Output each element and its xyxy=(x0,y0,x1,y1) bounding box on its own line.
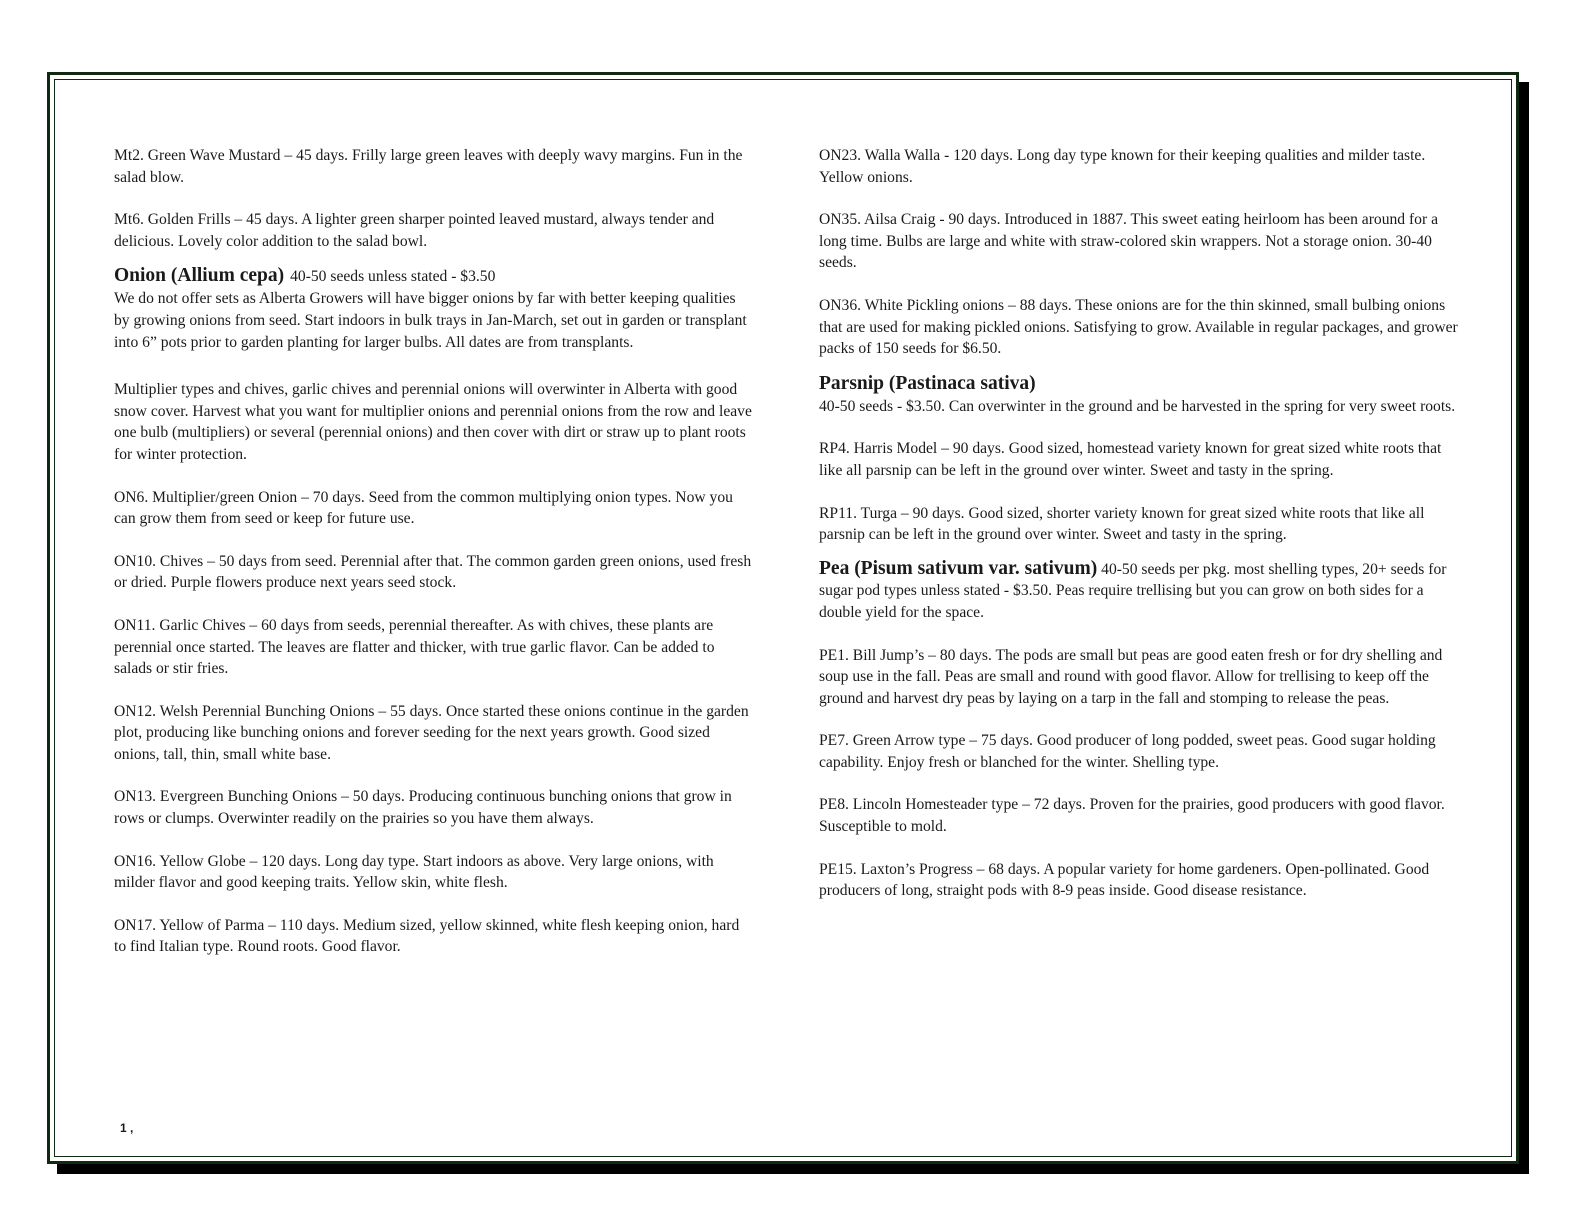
entry-mt6: Mt6. Golden Frills – 45 days. A lighter green sharper pointed leaved mustard, always tender and delicious. Lovely color addition to the salad bowl. xyxy=(114,211,715,250)
page-frame xyxy=(47,72,1519,1164)
pea-heading: Pea (Pisum sativum var. sativum) xyxy=(819,557,1098,579)
entry-on17: ON17. Yellow of Parma – 110 days. Medium sized, yellow skinned, white flesh keeping onion, hard to find Italian type. Round roots. Good flavor. xyxy=(114,916,740,956)
parsnip-heading: Parsnip (Pastinaca sativa) xyxy=(819,372,1036,394)
entry-on13: ON13. Evergreen Bunching Onions – 50 days. Producing continuous bunching onions that grow in rows or clumps. Overwinter readily on the prairies so you have them always. xyxy=(114,788,732,828)
entry-on23: ON23. Walla Walla - 120 days. Long day type known for their keeping qualities and milder taste. Yellow onions. xyxy=(819,147,1426,186)
onion-overwinter-note: Multiplier types and chives, garlic chives and perennial onions will overwinter in Alberta with good snow cover. Harvest what you want for multiplier onions and perennial onions from the row and leave one bulb (multipliers) or several (perennial onions) and then cover with dirt or straw up to plant roots for winter protection. xyxy=(114,381,752,463)
entry-on36: ON36. White Pickling onions – 88 days. These onions are for the thin skinned, small bulbing onions that are used for making pickled onions. Satisfying to grow. Available in regular packages, and grower packs of 150 seeds for $6.50. xyxy=(819,296,1458,358)
parsnip-intro: 40-50 seeds - $3.50. Can overwinter in the ground and be harvested in the spring for very sweet roots. xyxy=(819,397,1456,415)
pea-intro: 40-50 seeds per pkg. most shelling types, 20+ seeds for sugar pod types unless stated - $3.50. Peas require trellising but you can grow on both sides for a double yield for the space. xyxy=(819,560,1447,621)
entry-on11: ON11. Garlic Chives – 60 days from seeds, perennial thereafter. As with chives, these plants are perennial once started. The leaves are flatter and thicker, with true garlic flavor. Can be added to salads or stir fries. xyxy=(114,616,715,678)
entry-rp11: RP11. Turga – 90 days. Good sized, shorter variety known for great sized white roots that like all parsnip can be left in the ground over winter. Sweet and tasty in the spring. xyxy=(819,504,1425,544)
pea-section xyxy=(819,558,1464,624)
entry-on12: ON12. Welsh Perennial Bunching Onions – 55 days. Once started these onions continue in the garden plot, producing like bunching onions and forever seeding for the next years growth. Good sized onions, tall, thin, small white base. xyxy=(114,702,749,763)
entry-on16: ON16. Yellow Globe – 120 days. Long day type. Start indoors as above. Very large onions, with milder flavor and good keeping traits. Yellow skin, white flesh. xyxy=(114,852,714,892)
entry-pe7: PE7. Green Arrow type – 75 days. Good producer of long podded, sweet peas. Good sugar holding capability. Enjoy fresh or blanched for the winter. Shelling type. xyxy=(819,732,1436,771)
entry-pe15: PE15. Laxton’s Progress – 68 days. A popular variety for home gardeners. Open-pollinated. Good producers of long, straight pods with 8-9 peas inside. Good disease resistance. xyxy=(819,860,1430,900)
right-column xyxy=(819,145,1464,923)
entry-mt2: Mt2. Green Wave Mustard – 45 days. Frilly large green leaves with deeply wavy margins. Fun in the salad blow. xyxy=(114,147,743,186)
onion-intro: We do not offer sets as Alberta Growers will have bigger onions by far with better keeping qualities by growing onions from seed. Start indoors in bulk trays in Jan-March, set out in garden or transplant into 6” pots prior to garden planting for larger bulbs. All dates are from transplants. xyxy=(114,290,747,351)
onion-heading-line xyxy=(114,264,754,288)
entry-on10: ON10. Chives – 50 days from seed. Perennial after that. The common garden green onions, used fresh or dried. Purple flowers produce next years seed stock. xyxy=(114,552,752,592)
entry-on6: ON6. Multiplier/green Onion – 70 days. Seed from the common multiplying onion types. Now you can grow them from seed or keep for future use. xyxy=(114,488,733,528)
onion-heading: Onion (Allium cepa) xyxy=(114,265,285,287)
left-column xyxy=(114,145,754,979)
entry-rp4: RP4. Harris Model – 90 days. Good sized, homestead variety known for great sized white roots that like all parsnip can be left in the ground over winter. Sweet and tasty in the spring. xyxy=(819,440,1442,479)
onion-price-note: 40-50 seeds unless stated - $3.50 xyxy=(290,268,496,286)
entry-pe1: PE1. Bill Jump’s – 80 days. The pods are small but peas are good eaten fresh or for dry shelling and soup use in the fall. Peas are small and round with good flavor. Allow for trellising to keep off the ground and harvest dry peas by laying on a tarp in the fall and stomping to release the peas. xyxy=(819,646,1443,707)
entry-on35: ON35. Ailsa Craig - 90 days. Introduced in 1887. This sweet eating heirloom has been around for a long time. Bulbs are large and white with straw-colored skin wrappers. Not a storage onion. 30-40 seeds. xyxy=(819,211,1438,272)
entry-pe8: PE8. Lincoln Homesteader type – 72 days. Proven for the prairies, good producers with good flavor. Susceptible to mold. xyxy=(819,796,1445,836)
page-number: 1 , xyxy=(120,1121,134,1135)
